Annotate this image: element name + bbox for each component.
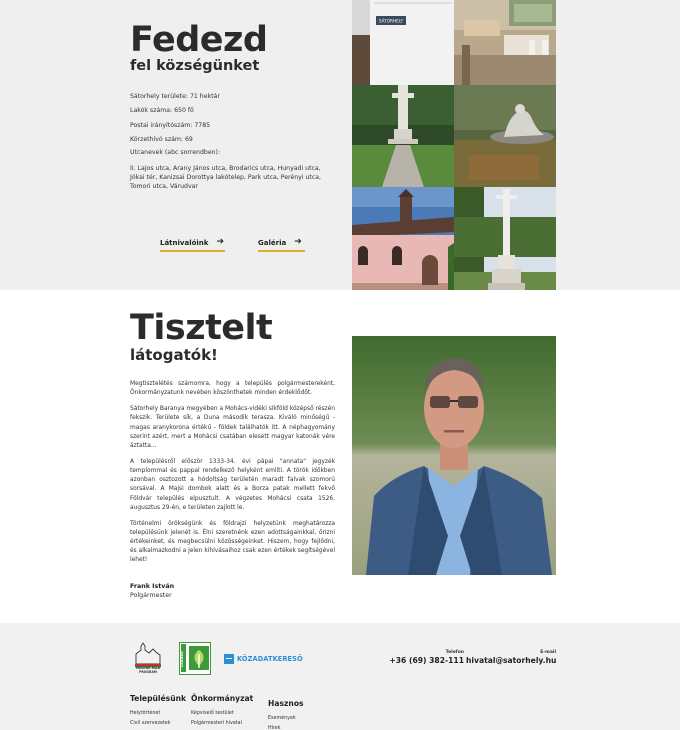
fact-area: Sátorhely területe: 71 hektár — [130, 93, 220, 100]
welcome-paragraph: Sátorhely Baranya megyében a Mohács-vidéki síkföld középső részén fekszik. Területe sík, a Duna második terasza. Kiváló minőségű - magas aranykorona értékű - földek találhatók itt. A néphagyomány szerint azért, mert a Mohácsi csatában elesett magyar katonák vére áztatta... — [130, 406, 335, 449]
footer-link-local-history[interactable]: Helytörténet — [130, 711, 161, 716]
photo-wayside-cross[interactable] — [454, 187, 556, 290]
kozadat-icon — [224, 654, 234, 664]
site-footer — [0, 623, 680, 730]
welcome-paragraph: A településről először 1333-34. évi pápai "annata" jegyzék templommal és pappal rendelkező helyként említi. A török időkben azonban osztozott a hódoltság területén maradt falvak szomorú sorsával. A Majsi dombok alatt és a Borza patak mellett fekvő Földvár település elpusztult. A végzetes Mohácsi csata 1526. augusztus 29-én, e területen zajlott le. — [130, 458, 335, 511]
footer-link-council-members[interactable]: Képviselő testület — [191, 711, 234, 716]
welcome-text — [130, 380, 335, 573]
phone-link[interactable]: +36 (69) 382-111 — [389, 656, 464, 665]
phone-label: Telefon — [445, 650, 464, 655]
footer-link-news[interactable]: Hírek — [268, 726, 281, 730]
streets-heading: Utcanevek (abc sorrendben): — [130, 149, 221, 156]
streets-list: II. Lajos utca, Arany János utca, Brodarics utca, Hunyadi utca, Jókai tér, Kanizsai Dorottya lakótelep, Park utca, Perényi utca, Tomori utca, Várudvar — [130, 165, 322, 190]
welcome-paragraph: Történelmi örökségünk és földrajzi helyzetünk meghatározza településünk jelenét is. Élni szeretnénk ezen adottságainkkal, őrizni értékeinket, és megbecsülni közösségeinket. Hiszem, hogy fejlődni, és alkalmazkodni a jelen kihívásaihoz csak ezen értékek segítségével lehet! — [130, 520, 335, 564]
gallery-link[interactable] — [258, 238, 305, 252]
signature-role: Polgármester — [130, 592, 172, 599]
sights-link[interactable] — [160, 238, 225, 252]
photo-chapel[interactable] — [352, 187, 454, 290]
welcome-subtitle: látogatók! — [130, 346, 218, 364]
gallery-link-label: Galéria — [258, 238, 287, 247]
footer-heading-council: Önkormányzat — [191, 694, 254, 703]
fact-population: Lakók száma: 650 fő — [130, 107, 194, 115]
footer-heading-village: Településünk — [130, 694, 187, 703]
kozadat-logo-text: KÖZADATKERESŐ — [237, 655, 303, 663]
arrow-right-icon: ➔ — [294, 237, 302, 247]
explore-title: Fedezd — [130, 20, 268, 60]
arrow-right-icon: ➔ — [216, 237, 224, 247]
footer-link-events[interactable]: Események — [268, 716, 296, 721]
sights-link-label: Látnivalóink — [160, 238, 209, 247]
welcome-paragraph: Megtisztelétés számomra, hogy a település polgármestereként, Önkormányzatunk nevében köszönthetek minden érdeklődőt. — [130, 381, 335, 397]
signature-name: Frank István — [130, 583, 175, 590]
mayor-portrait — [352, 336, 556, 575]
photo-stone-cross[interactable] — [352, 85, 454, 187]
photo-village-sign[interactable] — [352, 0, 454, 85]
photo-interior[interactable] — [454, 0, 556, 85]
fact-postcode: Postai irányítószám: 7785 — [130, 121, 211, 129]
village-facts — [130, 93, 220, 151]
magyar-falu-line2: PROGRAM — [139, 669, 157, 674]
email-label: E-mail — [540, 650, 556, 655]
village-sign-text: SÁTORHELY — [378, 18, 404, 24]
photo-statue[interactable] — [454, 85, 556, 187]
leader-logo-text: LEADER — [180, 651, 184, 667]
fact-area-code: Körzethívó szám: 69 — [130, 136, 193, 144]
footer-link-mayors-office[interactable]: Polgármesteri hivatal — [191, 721, 242, 726]
magyar-falu-line1: MAGYAR FALU — [135, 666, 161, 670]
welcome-title: Tisztelt — [130, 308, 273, 348]
village-photo-grid — [352, 0, 556, 290]
explore-section — [0, 0, 680, 290]
magyar-falu-logo[interactable] — [133, 640, 163, 674]
footer-link-civil-orgs[interactable]: Civil szervezetek — [130, 721, 171, 726]
leader-logo[interactable] — [179, 642, 211, 675]
explore-subtitle: fel községünket — [130, 58, 260, 74]
footer-heading-useful: Hasznos — [268, 699, 304, 708]
kozadatkereso-logo[interactable] — [224, 653, 303, 665]
email-link[interactable]: hivatal@satorhely.hu — [466, 656, 557, 665]
